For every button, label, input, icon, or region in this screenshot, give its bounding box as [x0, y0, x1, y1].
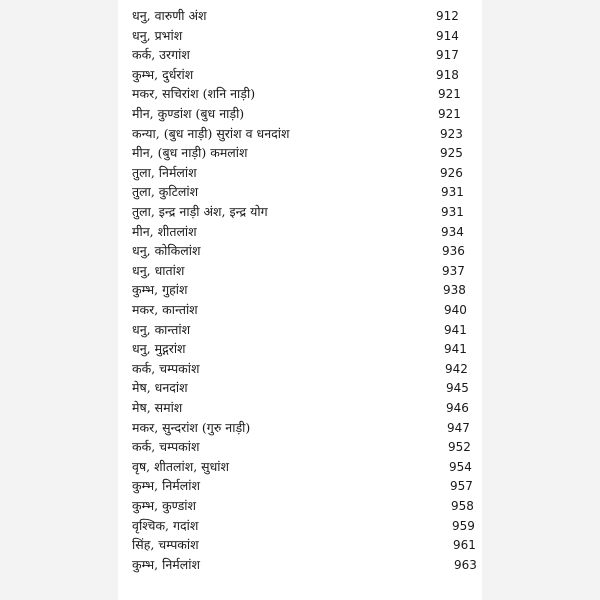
- contents-entry: [118, 6, 482, 26]
- entry-page-number: 957: [450, 479, 473, 494]
- entry-page-number: 952: [448, 440, 471, 455]
- entry-title: वृश्चिक, गदांश: [132, 517, 199, 533]
- entry-page-number: 925: [440, 146, 463, 161]
- entry-title: कुम्भ, दुर्धरांश: [132, 66, 194, 82]
- entry-page-number: 954: [449, 459, 472, 474]
- entry-page-number: 918: [436, 67, 459, 82]
- entry-page-number: 914: [436, 28, 459, 43]
- entry-page-number: 931: [441, 205, 464, 219]
- entry-title: मीन, कुण्डांश (बुध नाड़ी): [132, 106, 245, 121]
- entry-page-number: 947: [447, 420, 470, 435]
- entry-title: वृष, शीतलांश, सुधांश: [132, 458, 230, 474]
- entry-title: धनु, प्रभांश: [132, 27, 183, 43]
- contents-entry: [118, 457, 482, 477]
- entry-title: तुला, कुटिलांश: [132, 184, 199, 200]
- contents-entry: [118, 378, 482, 398]
- contents-entry: [118, 124, 482, 144]
- contents-list: [118, 0, 482, 600]
- contents-entry: [118, 418, 482, 438]
- book-page: [118, 0, 482, 600]
- entry-title: कुम्भ, निर्मलांश: [132, 478, 200, 494]
- entry-title: कन्या, (बुध नाड़ी) सुरांश व धनदांश: [132, 125, 290, 141]
- contents-entry: [118, 398, 482, 418]
- entry-page-number: 917: [436, 48, 459, 63]
- entry-title: कुम्भ, निर्मलांश: [132, 556, 200, 572]
- entry-page-number: 942: [445, 361, 468, 376]
- contents-entry: [118, 143, 482, 163]
- contents-entry: [118, 26, 482, 46]
- contents-entry: [118, 535, 482, 555]
- entry-page-number: 912: [436, 9, 459, 23]
- entry-title: कुम्भ, कुण्डांश: [132, 498, 197, 513]
- entry-page-number: 921: [438, 107, 461, 121]
- contents-entry: [118, 437, 482, 457]
- contents-entry: [118, 65, 482, 85]
- contents-entry: [118, 496, 482, 516]
- contents-entry: [118, 202, 482, 222]
- entry-title: मीन, शीतलांश: [132, 223, 197, 239]
- entry-title: मकर, कान्तांश: [132, 302, 198, 317]
- entry-page-number: 940: [444, 303, 467, 317]
- entry-title: मकर, सचिरांश (शनि नाड़ी): [132, 86, 256, 102]
- entry-page-number: 926: [440, 165, 463, 180]
- entry-page-number: 923: [440, 126, 463, 141]
- contents-entry: [118, 84, 482, 104]
- entry-title: सिंह, चम्पकांश: [132, 537, 199, 553]
- entry-page-number: 945: [446, 381, 469, 396]
- entry-title: कर्क, चम्पकांश: [132, 439, 200, 455]
- contents-entry: [118, 45, 482, 65]
- contents-entry: [118, 261, 482, 281]
- contents-entry: [118, 280, 482, 300]
- contents-entry: [118, 241, 482, 261]
- entry-page-number: 946: [446, 401, 469, 415]
- entry-title: कर्क, चम्पकांश: [132, 360, 200, 376]
- entry-page-number: 921: [438, 87, 461, 102]
- entry-title: तुला, निर्मलांश: [132, 164, 197, 180]
- contents-entry: [118, 339, 482, 359]
- contents-entry: [118, 320, 482, 340]
- entry-page-number: 959: [452, 518, 475, 533]
- entry-title: धनु, मुद्गरांश: [132, 341, 186, 357]
- entry-page-number: 963: [454, 557, 477, 572]
- contents-entry: [118, 359, 482, 379]
- entry-title: मकर, सुन्दरांश (गुरु नाड़ी): [132, 419, 251, 435]
- entry-page-number: 937: [442, 263, 465, 278]
- entry-title: धनु, वारुणी अंश: [132, 8, 207, 23]
- contents-entry: [118, 104, 482, 124]
- contents-entry: [118, 516, 482, 536]
- entry-title: धनु, कान्तांश: [132, 321, 191, 337]
- entry-page-number: 941: [444, 342, 467, 357]
- entry-title: कर्क, उरगांश: [132, 47, 190, 63]
- contents-entry: [118, 182, 482, 202]
- entry-title: मेष, धनदांश: [132, 380, 188, 396]
- entry-title: मीन, (बुध नाड़ी) कमलांश: [132, 145, 248, 161]
- entry-page-number: 931: [441, 185, 464, 200]
- entry-title: धनु, कोकिलांश: [132, 243, 201, 259]
- contents-entry: [118, 555, 482, 575]
- contents-entry: [118, 222, 482, 242]
- entry-page-number: 961: [453, 538, 476, 553]
- contents-entry: [118, 476, 482, 496]
- entry-page-number: 934: [441, 224, 464, 239]
- entry-title: कुम्भ, गुहांश: [132, 282, 188, 298]
- entry-page-number: 958: [451, 499, 474, 513]
- entry-page-number: 941: [444, 322, 467, 337]
- entry-title: मेष, समांश: [132, 400, 183, 415]
- entry-title: धनु, धातांश: [132, 262, 185, 278]
- contents-entry: [118, 300, 482, 320]
- entry-title: तुला, इन्द्र नाड़ी अंश, इन्द्र योग: [132, 204, 268, 219]
- contents-entry: [118, 163, 482, 183]
- entry-page-number: 938: [443, 283, 466, 298]
- entry-page-number: 936: [442, 244, 465, 259]
